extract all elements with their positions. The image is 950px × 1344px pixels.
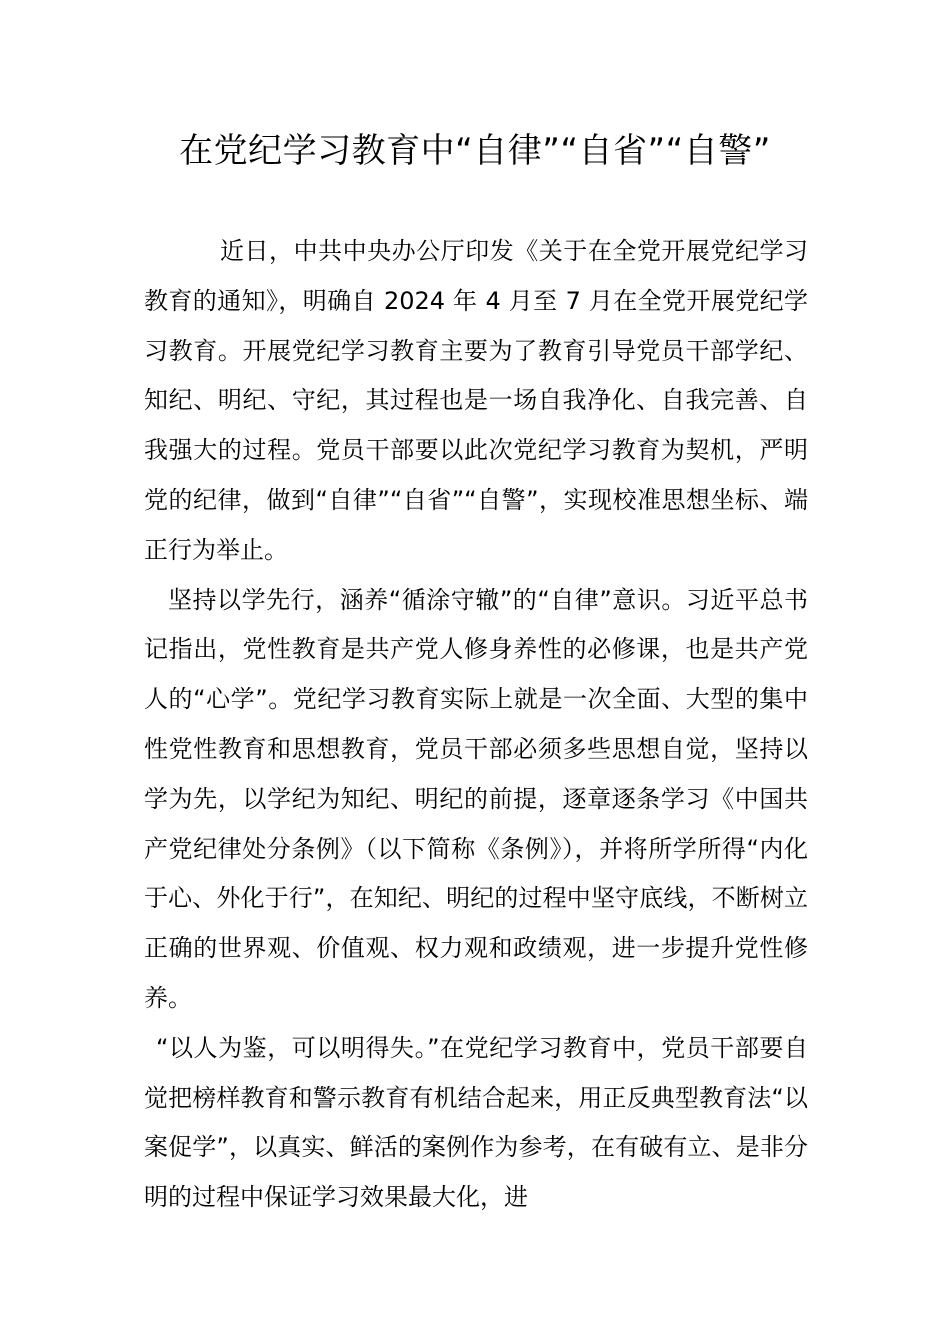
- document-title: 在党纪学习教育中“自律”“自省”“自警”: [179, 131, 771, 171]
- document-body: [144, 227, 808, 1223]
- paragraph-lessons: “以人为鉴，可以明得失。”在党纪学习教育中，党员干部要自觉把榜样教育和警示教育有机结合起来，用正反典型教育法“以案促学”，以真实、鲜活的案例作为参考，在有破有立、是非分明的过程中保证学习效果最大化，进: [144, 1033, 808, 1212]
- paragraph-intro: 近日，中共中央办公厅印发《关于在全党开展党纪学习教育的通知》，明确自 2024 年 4 月至 7 月在全党开展党纪学习教育。开展党纪学习教育主要为了教育引导党员干部学纪、知纪、明纪、守纪，其过程也是一场自我净化、自我完善、自我强大的过程。党员干部要以此次党纪学习教育为契机，严明党的纪律，做到“自律”“自省”“自警”，实现校准思想坐标、端正行为举止。: [144, 237, 808, 564]
- paragraph-self-discipline: 坚持以学先行，涵养“循涂守辙”的“自律”意识。习近平总书记指出，党性教育是共产党人修身养性的必修课，也是共产党人的“心学”。党纪学习教育实际上就是一次全面、大型的集中性党性教育和思想教育，党员干部必须多些思想自觉，坚持以学为先，以学纪为知纪、明纪的前提，逐章逐条学习《中国共产党纪律处分条例》（以下简称《条例》），并将所学所得“内化于心、外化于行”，在知纪、明纪的过程中坚守底线，不断树立正确的世界观、价值观、权力观和政绩观，进一步提升党性修养。: [144, 585, 808, 1012]
